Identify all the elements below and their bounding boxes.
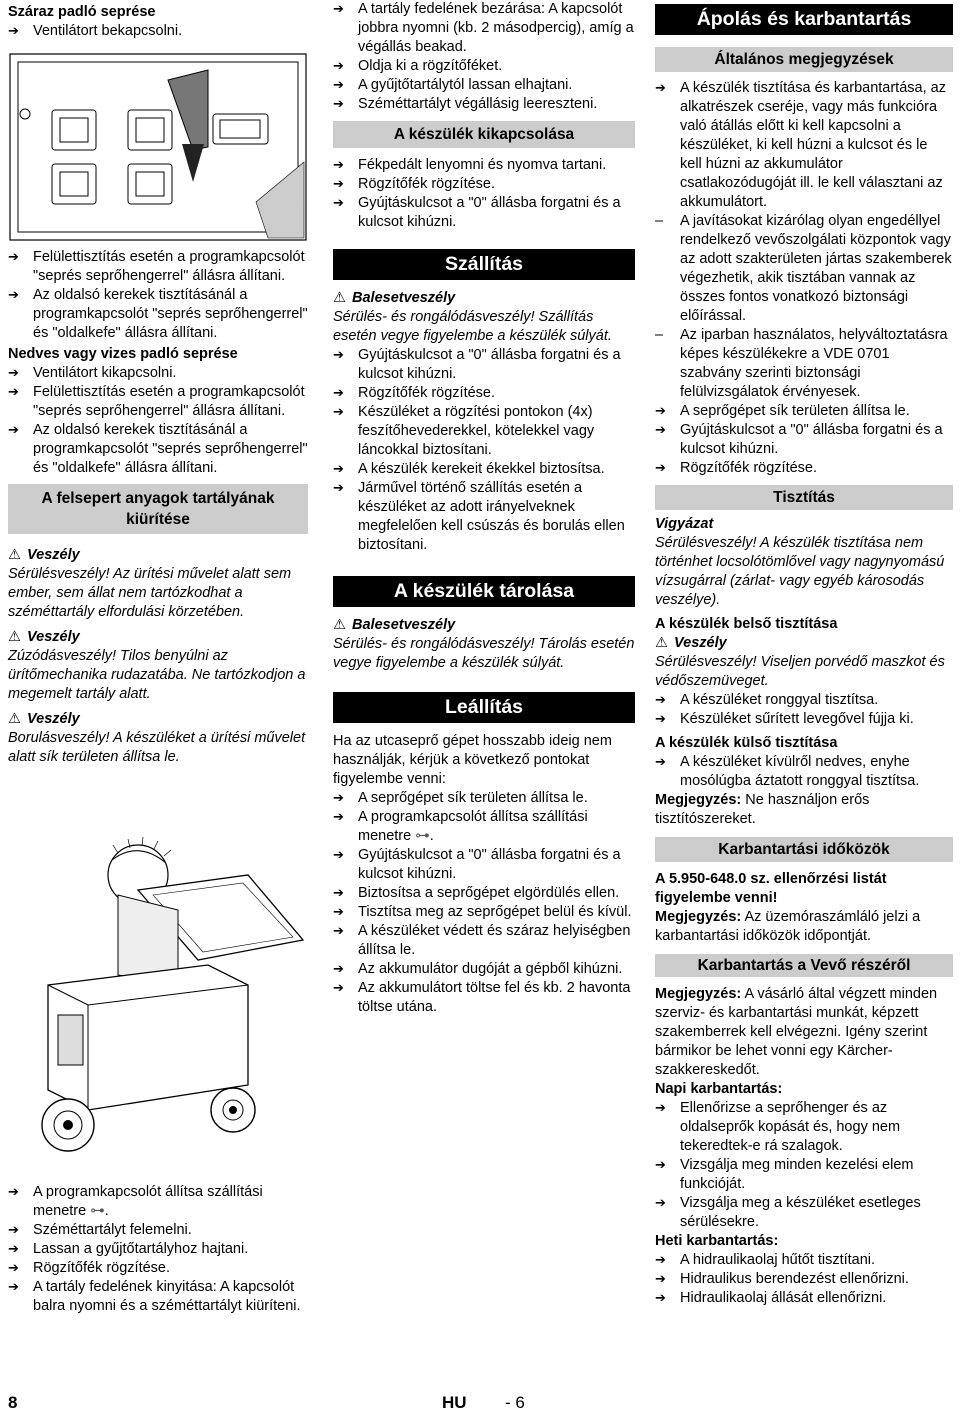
list-item: ➔ Biztosítsa a seprőgépet elgördülés ellen. [333,885,620,901]
list-item: ➔ Az oldalsó kerekek tisztításánál a programkapcsolót "seprés seprőhengerrel" és "oldalkefe" állásra állítani. [8,287,308,341]
warning-text: Sérülés- és rongálódásveszély! Szállítás esetén vegye figyelembe a készülék súlyát. [333,309,612,344]
arrow-icon: ➔ [8,1261,19,1276]
arrow-icon: ➔ [8,24,19,39]
arrow-icon: ➔ [333,481,344,496]
customer-note: Megjegyzés: A vásárló által végzett minden szerviz- és karbantartási munkát, képzett szakemberrek kell elvégezni. Igény szerint bármikor be lehet vonni egy Kärcher-szakkereskedőt. [655,986,938,1078]
transport-mode-icon: ⊶ [415,828,430,844]
list-item: ➔ Hidraulikus berendezést ellenőrizni. [655,1271,909,1287]
arrow-icon: ➔ [333,462,344,477]
list-item: ➔ Készüléket a rögzítési pontokon (4x) feszítőhevederekkel, kötelekkel vagy láncokkal biztosítani. [333,404,595,458]
list-item: ➔ A programkapcsolót állítsa szállítási menetre ⊶. [333,809,588,844]
list-item: ➔ Rögzítőfék rögzítése. [333,385,496,401]
warning-text: Borulásveszély! A készüléket a ürítési művelet alatt sík területen állítsa le. [8,730,306,765]
arrow-icon: ➔ [333,158,344,173]
column-right [655,0,953,1308]
list-item: ➔ Felülettisztítás esetén a programkapcsolót "seprés seprőhengerrel" állásra állítani. [8,384,305,419]
general-heading: Általános megjegyzések [655,47,953,72]
warning-triangle-icon: ⚠ [8,629,21,645]
cleaning-heading: Tisztítás [655,485,953,510]
empty-container-heading: A felsepert anyagok tartályának kiürítése [8,484,308,534]
arrow-icon: ➔ [333,905,344,920]
arrow-icon: ➔ [333,196,344,211]
column-left-bottom [8,1183,308,1316]
caution-text: Sérülésveszély! A készülék tisztítása nem történhet locsolótömlővel vagy nagynyomású vízsugárral (zárlat- vagy egyéb károsodás veszélye). [655,535,945,608]
list-item: ➔ A gyűjtőtartálytól lassan elhajtani. [333,77,573,93]
arrow-icon: ➔ [8,1185,19,1200]
arrow-icon: ➔ [333,386,344,401]
arrow-icon: ➔ [8,1223,19,1238]
list-item: ➔ Oldja ki a rögzítőféket. [333,58,503,74]
warning-triangle-icon: ⚠ [8,547,21,563]
list-item: ➔ Ventilátort bekapcsolni. [8,23,183,39]
arrow-icon: ➔ [655,1291,666,1306]
arrow-icon: ➔ [333,981,344,996]
list-item: ➔ Gyújtáskulcsot a "0" állásba forgatni és a kulcsot kihúzni. [333,195,621,230]
arrow-icon: ➔ [8,288,19,303]
arrow-icon: ➔ [333,59,344,74]
list-item: ➔ Az akkumulátor dugóját a gépből kihúzni. [333,961,623,977]
list-item: ➔ A készülék kerekeit ékekkel biztosítsa. [333,461,605,477]
arrow-icon: ➔ [655,1158,666,1173]
warning-label: ⚠ Balesetveszély [333,617,456,633]
list-item: ➔ Rögzítőfék rögzítése. [655,460,818,476]
list-item: ➔ Rögzítőfék rögzítése. [8,1260,171,1276]
warning-triangle-icon: ⚠ [8,711,21,727]
column-middle [333,0,635,1017]
list-item: ➔ A tartály fedelének kinyitása: A kapcsolót balra nyomni és a széméttartályt kiüríteni. [8,1279,301,1314]
arrow-icon: ➔ [8,1280,19,1295]
list-item: ➔ A hidraulikaolaj hűtőt tisztítani. [655,1252,876,1268]
arrow-icon: ➔ [8,366,19,381]
arrow-icon: ➔ [8,423,19,438]
outer-clean-title: A készülék külső tisztítása [655,735,838,751]
customer-maintenance-heading: Karbantartás a Vevő részéről [655,954,953,977]
arrow-icon: ➔ [655,81,666,96]
list-item: – A javításokat kizárólag olyan engedéllyel rendelkező vevőszolgálati központok vagy az adott szakterületen jártas szakemberek végezhetik, akik tisztában vannak az összes fontos vonatkozó biztonsági előírással. [655,213,952,324]
switch-off-heading: A készülék kikapcsolása [333,121,635,148]
weekly-maintenance-label: Heti karbantartás: [655,1233,779,1249]
list-item: ➔ Széméttartályt felemelni. [8,1222,192,1238]
warning-label: ⚠ Balesetveszély [333,290,456,306]
language-code: HU [442,1393,467,1412]
list-item: ➔ Széméttartályt végállásig leereszteni. [333,96,598,112]
list-item: ➔ A programkapcsolót állítsa szállítási menetre ⊶. [8,1184,263,1219]
caution-label: Vigyázat [655,516,714,532]
arrow-icon: ➔ [333,348,344,363]
list-item: ➔ A seprőgépet sík területen állítsa le. [333,790,588,806]
list-item: ➔ Gyújtáskulcsot a "0" állásba forgatni és a kulcsot kihúzni. [333,347,621,382]
arrow-icon: ➔ [333,177,344,192]
page-number: 8 [8,1393,18,1412]
list-item: ➔ Rögzítőfék rögzítése. [333,176,496,192]
dry-floor-title: Száraz padló seprése [8,4,156,20]
page-subnumber: - 6 [505,1393,525,1412]
care-heading: Ápolás és karbantartás [655,4,953,35]
interval-note: Megjegyzés: Az üzemóraszámláló jelzi a karbantartási időközök időpontját. [655,909,921,944]
warning-label: ⚠ Veszély [655,635,727,651]
intervals-heading: Karbantartási időközök [655,837,953,862]
outer-note: Megjegyzés: Ne használjon erős tisztítószereket. [655,792,870,827]
arrow-icon: ➔ [655,712,666,727]
list-item: ➔ A készüléket védett és száraz helyiségben állítsa le. [333,923,631,958]
arrow-icon: ➔ [333,791,344,806]
list-item: ➔ A tartály fedelének bezárása: A kapcsolót jobbra nyomni (kb. 2 másodpercig), amíg a végállás beakad. [333,1,634,55]
warning-triangle-icon: ⚠ [333,617,346,633]
arrow-icon: ➔ [655,755,666,770]
column-left-continued [8,248,308,767]
list-item: ➔ Fékpedált lenyomni és nyomva tartani. [333,157,607,173]
list-item: ➔ Vizsgálja meg minden kezelési elem funkcióját. [655,1157,914,1192]
shutdown-heading: Leállítás [333,692,635,723]
warning-text: Sérülés- és rongálódásveszély! Tárolás esetén vegye figyelembe a készülék súlyát. [333,636,635,671]
arrow-icon: ➔ [333,962,344,977]
warning-label: ⚠ Veszély [8,547,80,563]
arrow-icon: ➔ [8,250,19,265]
list-item: ➔ A készüléket kívülről nedves, enyhe mosólúgba áztatott ronggyal tisztítsa. [655,754,920,789]
arrow-icon: ➔ [655,1272,666,1287]
wet-floor-title: Nedves vagy vizes padló seprése [8,346,238,362]
list-item: ➔ Az akkumulátort töltse fel és kb. 2 havonta töltse utána. [333,980,631,1015]
arrow-icon: ➔ [333,2,344,17]
warning-text: Sérülésveszély! Viseljen porvédő maszkot és védőszemüveget. [655,654,945,689]
arrow-icon: ➔ [333,78,344,93]
shutdown-intro: Ha az utcaseprő gépet hosszabb ideig nem használják, kérjük a következő pontokat figyelembe venni: [333,733,612,787]
arrow-icon: ➔ [8,385,19,400]
list-item: ➔ Vizsgálja meg a készüléket esetleges sérülésekre. [655,1195,921,1230]
list-item: ➔ Készüléket sűrített levegővel fújja ki. [655,711,914,727]
list-item: ➔ Hidraulikaolaj állását ellenőrizni. [655,1290,887,1306]
list-item: ➔ Lassan a gyűjtőtartályhoz hajtani. [8,1241,249,1257]
list-item: ➔ A készülék tisztítása és karbantartása, az alkatrészek cseréje, vagy más funkcióra való átállás előtt ki kell kapcsolni a készüléket, ki kell húzni a kulcsot és le kell húzni az akkumulátor csatlakozódugóját ill. le kell választani az akkumulátort. [655,80,946,210]
arrow-icon: ➔ [655,461,666,476]
arrow-icon: ➔ [333,848,344,863]
arrow-icon: ➔ [333,810,344,825]
transport-mode-icon: ⊶ [90,1203,105,1219]
list-item: ➔ Ventilátort kikapcsolni. [8,365,177,381]
arrow-icon: ➔ [655,404,666,419]
warning-label: ⚠ Veszély [8,711,80,727]
checklist-note: A 5.950-648.0 sz. ellenőrzési listát figyelembe venni! [655,871,887,906]
column-left [8,0,308,41]
list-item: – Az iparban használatos, helyváltoztatásra képes készülékekre a VDE 0701 szabvány szerinti biztonsági felülvizsgálatok érvényesek. [655,327,948,400]
arrow-icon: ➔ [333,886,344,901]
sweeper-emptying-illustration [8,835,308,1175]
transport-heading: Szállítás [333,249,635,280]
warning-triangle-icon: ⚠ [655,635,668,651]
warning-text: Sérülésveszély! Az ürítési művelet alatt sem ember, sem állat nem tartózkodhat a széméttartály elfordulási körzetében. [8,566,292,620]
arrow-icon: ➔ [655,693,666,708]
arrow-icon: ➔ [8,1242,19,1257]
arrow-icon: ➔ [333,405,344,420]
arrow-icon: ➔ [655,1253,666,1268]
list-item: ➔ Gyújtáskulcsot a "0" állásba forgatni és a kulcsot kihúzni. [655,422,943,457]
arrow-icon: ➔ [655,423,666,438]
list-item: ➔ A készüléket ronggyal tisztítsa. [655,692,879,708]
list-item: ➔ Gyújtáskulcsot a "0" állásba forgatni és a kulcsot kihúzni. [333,847,621,882]
arrow-icon: ➔ [655,1101,666,1116]
warning-label: ⚠ Veszély [8,629,80,645]
list-item: ➔ Tisztítsa meg az seprőgépet belül és kívül. [333,904,632,920]
list-item: ➔ A seprőgépet sík területen állítsa le. [655,403,910,419]
arrow-icon: ➔ [333,97,344,112]
list-item: ➔ Járművel történő szállítás esetén a készüléket az adott irányelveknek megfelelően kell csúszás és borulás ellen biztosítani. [333,480,625,553]
list-item: ➔ Ellenőrizse a seprőhenger és az oldalseprők kopását és, hogy nem tekeredtek-e rá szalagok. [655,1100,901,1154]
list-item: ➔ Felülettisztítás esetén a programkapcsolót "seprés seprőhengerrel" állásra állítani. [8,249,305,284]
control-panel-illustration [8,52,308,242]
arrow-icon: ➔ [333,924,344,939]
list-item: ➔ Az oldalsó kerekek tisztításánál a programkapcsolót "seprés seprőhengerrel" és "oldalkefe" állásra állítani. [8,422,308,476]
warning-triangle-icon: ⚠ [333,290,346,306]
arrow-icon: ➔ [655,1196,666,1211]
storage-heading: A készülék tárolása [333,576,635,607]
warning-text: Zúzódásveszély! Tilos benyúlni az ürítőmechanika rudazatába. Ne tartózkodjon a megemelt tartály alatt. [8,648,306,702]
inner-clean-title: A készülék belső tisztítása [655,616,838,632]
daily-maintenance-label: Napi karbantartás: [655,1081,783,1097]
